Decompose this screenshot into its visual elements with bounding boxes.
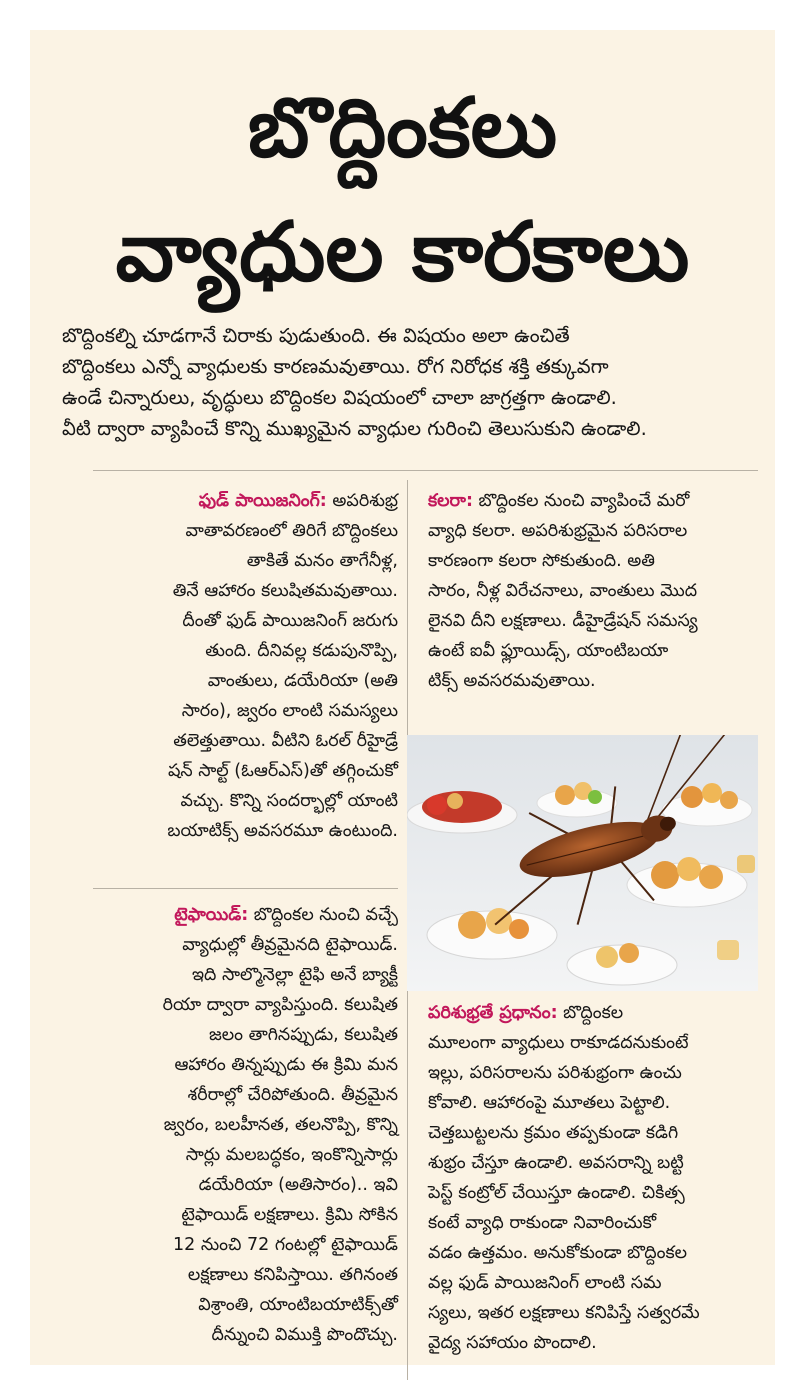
body-line: వల్ల ఫుడ్ పాయిజనింగ్ లాంటి సమ xyxy=(428,1273,662,1293)
body-line: లక్షణాలు కనిపిస్తాయి. తగినంత xyxy=(187,1265,398,1285)
body-line: వడం ఉత్తమం. అనుకోకుండా బొద్దింకల xyxy=(428,1243,688,1263)
body-line: దీన్నుంచి విముక్తి పొందొచ్చు. xyxy=(211,1325,398,1345)
body-line: డయేరియా (అతిసారం).. ఇవి xyxy=(198,1175,398,1195)
body-line: తాకితే మనం తాగేనీళ్ల, xyxy=(246,551,398,571)
body-line: వ్యాధుల్లో తీవ్రమైనది టైఫాయిడ్. xyxy=(182,935,398,955)
body-line: పెస్ట్ కంట్రోల్ చేయిస్తూ ఉండాలి. చికిత్స xyxy=(428,1183,685,1203)
section-first-line: ఫుడ్ పాయిజనింగ్: అపరిశుభ్ర xyxy=(198,491,398,511)
body-line: జలం తాగినప్పుడు, కలుషిత xyxy=(208,1025,398,1045)
body-line: ఉంటే ఐవీ ఫ్లూయిడ్స్, యాంటిబయా xyxy=(428,641,669,661)
body-line: కోవాలి. ఆహారంపై మూతలు పెట్టాలి. xyxy=(428,1093,671,1113)
body-line: టైఫాయిడ్ లక్షణాలు. క్రిమి సోకిన xyxy=(181,1205,398,1225)
intro-line: ఉండే చిన్నారులు, వృద్ధులు బొద్దింకల విషయంలో చాలా జాగ్రత్తగా ఉండాలి. xyxy=(62,386,617,409)
section-divider xyxy=(93,888,398,889)
body-line: టిక్స్ అవసరమవుతాయి. xyxy=(428,671,596,691)
body-line: సారం), జ్వరం లాంటి సమస్యలు xyxy=(181,701,398,721)
section-first-line: పరిశుభ్రతే ప్రధానం: బొద్దింకల xyxy=(428,1003,624,1023)
body-line: వాంతులు, డయేరియా (అతి xyxy=(207,671,398,691)
cholera-section xyxy=(428,486,758,696)
typhoid-section xyxy=(100,900,398,1350)
body-line: శరీరాల్లో చేరిపోతుంది. తీవ్రమైన xyxy=(187,1085,398,1105)
body-line: షన్ సాల్ట్ (ఓఆర్ఎస్)తో తగ్గించుకో xyxy=(167,761,398,781)
intro-paragraph xyxy=(62,320,752,444)
section-first-line: కలరా: బొద్దింకల నుంచి వ్యాపించే మరో xyxy=(428,491,690,511)
body-line: తినే ఆహారం కలుషితమవుతాయి. xyxy=(172,581,398,601)
intro-line: బొద్దింకలు ఎన్నో వ్యాధులకు కారణమవుతాయి. రోగ నిరోధక శక్తి తక్కువగా xyxy=(62,355,609,378)
food-poisoning-section xyxy=(100,486,398,846)
body-line: కంటే వ్యాధి రాకుండా నివారించుకో xyxy=(428,1213,657,1233)
cockroach-illustration xyxy=(407,735,758,991)
body-line: దీంతో ఫుడ్ పాయిజనింగ్ జరుగు xyxy=(182,611,398,631)
body-line: సారం, నీళ్ల విరేచనాలు, వాంతులు మొద xyxy=(428,581,698,601)
body-line: శుభ్రం చేస్తూ ఉండాలి. అవసరాన్ని బట్టి xyxy=(428,1153,684,1173)
body-line: తుంది. దీనివల్ల కడుపునొప్పి, xyxy=(205,641,398,661)
body-line: కారణంగా కలరా సోకుతుంది. అతి xyxy=(428,551,655,571)
body-line: ఆహారం తిన్నప్పుడు ఈ క్రిమి మన xyxy=(174,1055,398,1075)
body-line: వాతావరణంలో తిరిగే బొద్దింకలు xyxy=(185,521,398,541)
section-first-line: టైఫాయిడ్: బొద్దింకల నుంచి వచ్చే xyxy=(174,905,398,925)
newspaper-clipping xyxy=(30,30,775,1365)
body-line: బయాటిక్స్ అవసరమూ ఉంటుంది. xyxy=(167,821,398,841)
body-line: 12 నుంచి 72 గంటల్లో టైఫాయిడ్ xyxy=(172,1235,398,1255)
body-line: స్యలు, ఇతర లక్షణాలు కనిపిస్తే సత్వరమే xyxy=(428,1303,700,1323)
body-line: విశ్రాంతి, యాంటిబయాటిక్స్‌తో xyxy=(198,1295,398,1315)
body-line: జ్వరం, బలహీనత, తలనొప్పి, కొన్ని xyxy=(163,1115,398,1135)
body-line: వ్యాధి కలరా. అపరిశుభ్రమైన పరిసరాల xyxy=(428,521,688,541)
intro-line: వీటి ద్వారా వ్యాపించే కొన్ని ముఖ్యమైన వ్యాధుల గురించి తెలుసుకుని ఉండాలి. xyxy=(62,417,647,440)
body-line: చెత్తబుట్టలను క్రమం తప్పకుండా కడిగి xyxy=(428,1123,679,1143)
headline-line-2: వ్యాధుల కారకాలు xyxy=(115,205,690,300)
body-line: ఇది సాల్మొనెల్లా టైఫి అనే బ్యాక్టీ xyxy=(191,965,398,985)
body-line: ఇల్లు, పరిసరాలను పరిశుభ్రంగా ఉంచు xyxy=(428,1063,682,1083)
cleanliness-heading: పరిశుభ్రతే ప్రధానం: xyxy=(428,1003,558,1023)
body-line: లైనవి దీని లక్షణాలు. డీహైడ్రేషన్ సమస్య xyxy=(428,611,698,631)
food-poisoning-heading: ఫుడ్ పాయిజనింగ్: xyxy=(198,491,327,511)
horizontal-divider xyxy=(93,470,758,471)
intro-line: బొద్దింకల్ని చూడగానే చిరాకు పుడుతుంది. ఈ విషయం అలా ఉంచితే xyxy=(62,324,570,347)
body-line: వచ్చు. కొన్ని సందర్భాల్లో యాంటి xyxy=(180,791,398,811)
body-line: సార్లు మలబద్ధకం, ఇంకొన్నిసార్లు xyxy=(185,1145,398,1165)
cockroach-food-photo xyxy=(407,735,758,991)
body-line: తలెత్తుతాయి. వీటిని ఓరల్ రీహైడ్రే xyxy=(173,731,398,751)
headline-line-1: బొద్దింకలు xyxy=(247,81,558,176)
typhoid-heading: టైఫాయిడ్: xyxy=(174,905,249,925)
body-line: వైద్య సహాయం పొందాలి. xyxy=(428,1333,597,1353)
cholera-heading: కలరా: xyxy=(428,491,473,511)
cleanliness-section xyxy=(428,998,758,1358)
body-line: రియా ద్వారా వ్యాపిస్తుంది. కలుషిత xyxy=(162,995,398,1015)
body-line: మూలంగా వ్యాధులు రాకూడదనుకుంటే xyxy=(428,1033,689,1053)
